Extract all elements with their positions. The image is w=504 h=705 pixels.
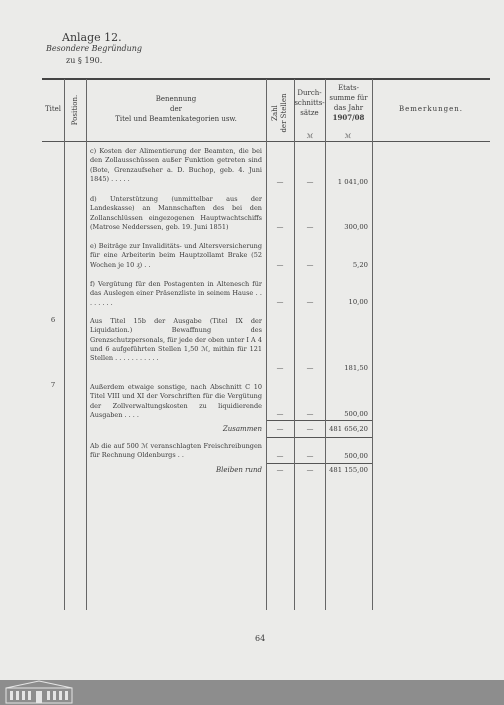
row-e-betrag: 5,20 — [352, 261, 368, 269]
row-f-betrag: 10,00 — [348, 298, 368, 306]
sum-rule-1 — [266, 420, 372, 421]
col-header-durchschnitt: Durch- schnitts- sätze — [294, 89, 325, 117]
ab-text: Ab die auf 500 ℳ veranschlagten Freischreibungen für Rechnung Oldenburgs . . — [90, 442, 262, 460]
zusammen-zahl: — — [276, 425, 284, 433]
col-header-zahl: Zahl der Stellen — [271, 93, 288, 133]
row-d-betrag: 300,00 — [344, 223, 368, 231]
row-f-text: f) Vergütung für den Postagenten in Altenesch für das Auslegen einer Präsenzliste in seinem Hause . . . . . . . . — [90, 280, 262, 307]
unit-etat: ℳ — [344, 133, 352, 140]
sum-rule-2 — [266, 437, 372, 438]
unit-durch: ℳ — [306, 133, 314, 140]
row-c-betrag: 1 041,00 — [337, 178, 368, 186]
row-7-zahl: — — [276, 410, 284, 418]
row-c-text: c) Kosten der Alimentierung der Beamten, die bei den Zollausschüssen außer Funktion getreten sind (Bote, Grenzaufseher a. D. Buchop, geb. 4. Juni 1845) . . . . . — [90, 147, 262, 183]
ab-betrag: 500,00 — [344, 452, 368, 460]
col-header-bemerkungen: Bemerkungen. — [398, 105, 464, 113]
row-6-titel: 6 — [50, 316, 56, 324]
zusammen-label: Zusammen — [222, 425, 262, 433]
sum-rule-3 — [266, 463, 372, 464]
col-header-position: Position. — [71, 94, 79, 126]
col-header-benennung: Benennung der Titel und Beamtenkategorien usw. — [115, 95, 237, 123]
col-header-titel: Titel — [44, 105, 62, 113]
bleiben-betrag: 481 155,00 — [329, 466, 368, 474]
zusammen-durch: — — [306, 425, 314, 433]
row-c-zahl: — — [276, 178, 284, 186]
row-d-zahl: — — [276, 223, 284, 231]
col-header-etat: Etats- summe für das Jahr 1907/08 — [329, 84, 368, 122]
anlage-heading: Anlage 12. — [62, 31, 122, 44]
row-7-durch: — — [306, 410, 314, 418]
col-rule-6 — [372, 79, 373, 610]
row-f-durch: — — [306, 298, 314, 306]
row-c-durch: — — [306, 178, 314, 186]
col-rule-2 — [86, 79, 87, 610]
begruendung-heading: Besondere Begründung — [46, 44, 143, 53]
col-rule-3 — [266, 79, 267, 610]
library-building-icon — [4, 680, 74, 704]
bleiben-label: Bleiben rund — [216, 466, 262, 474]
col-rule-5 — [325, 79, 326, 610]
row-d-text: d) Unterstützung (unmittelbar aus der Landeskasse) an Mannschaften des bei den Zollanschlüssen eingezogenen Hauptwachtschiffs (Matrose Nedderssen, geb. 19. Juni 1851) — [90, 195, 262, 231]
row-e-text: e) Beiträge zur Invaliditäts- und Altersversicherung für eine Arbeiterin beim Hauptzollamt Brake (52 Wochen je 10 ₰) . . — [90, 242, 262, 269]
bleiben-zahl: — — [276, 466, 284, 474]
row-6-durch: — — [306, 364, 314, 372]
ab-durch: — — [306, 452, 314, 460]
paragraph-heading: zu § 190. — [66, 56, 103, 65]
footer-bar — [0, 680, 504, 705]
row-e-zahl: — — [276, 261, 284, 269]
row-d-durch: — — [306, 223, 314, 231]
row-f-zahl: — — [276, 298, 284, 306]
bleiben-durch: — — [306, 466, 314, 474]
col-rule-4 — [294, 79, 295, 610]
zusammen-betrag: 481 656,20 — [329, 425, 368, 433]
ab-zahl: — — [276, 452, 284, 460]
row-6-text: Aus Titel 15b der Ausgabe (Titel IX der Liquidation.) Bewaffnung des Grenzschutzpersonals, für jede der oben unter I A 4 und 6 aufgeführten Stellen 1,50 ℳ, mithin für 121 Stellen . . . . . . . . . . . — [90, 317, 262, 363]
row-7-titel: 7 — [50, 381, 56, 389]
row-7-text: Außerdem etwaige sonstige, nach Abschnitt C 10 Titel VIII und XI der Vorschriften für die Vergütung der Zollverwaltungskosten zu liquidierende Ausgaben . . . . — [90, 383, 262, 419]
row-6-zahl: — — [276, 364, 284, 372]
row-e-durch: — — [306, 261, 314, 269]
col-rule-1 — [64, 79, 65, 610]
row-7-betrag: 500,00 — [344, 410, 368, 418]
row-6-betrag: 181,50 — [344, 364, 368, 372]
page-number: 64 — [255, 634, 266, 643]
